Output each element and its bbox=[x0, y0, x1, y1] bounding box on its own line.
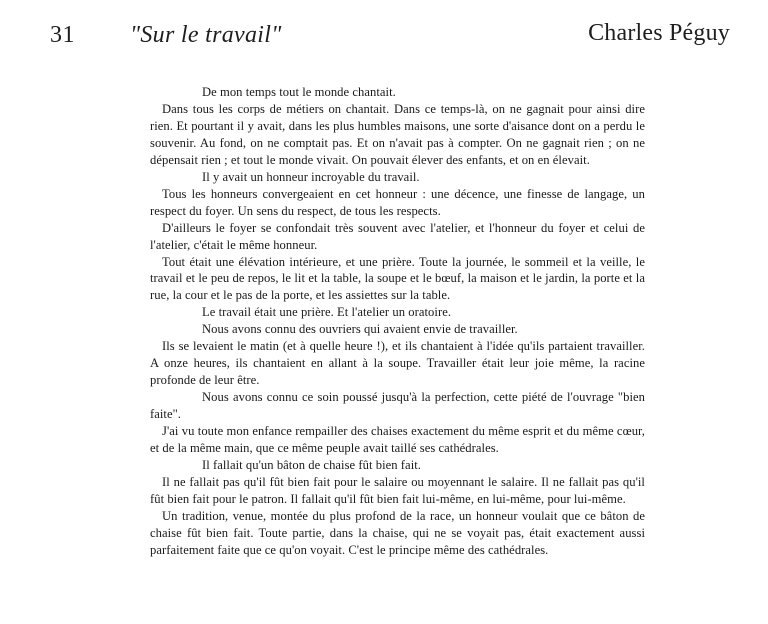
text-body bbox=[150, 84, 645, 559]
paragraph-14: Un tradition, venue, montée du plus profond de la race, un honneur voulait que ce bâton de chaise fût bien fait. Toute partie, dans la chaise, qui ne se voyait pas, était exactement aussi parfaitement faite que ce qu'on voyait. C'est le principe même des cathédrales. bbox=[150, 508, 645, 557]
paragraph-9: Ils se levaient le matin (et à quelle heure !), et ils chantaient à l'idée qu'ils partaient travailler. A onze heures, ils chantaient en allant à la soupe. Travailler était leur joie même, la racine profonde de leur être. bbox=[150, 339, 645, 388]
page-header bbox=[0, 0, 768, 60]
paragraph-12: Il fallait qu'un bâton de chaise fût bien fait. bbox=[202, 457, 421, 472]
paragraph-1: De mon temps tout le monde chantait. bbox=[202, 85, 396, 99]
paragraph-11: J'ai vu toute mon enfance rempailler des chaises exactement du même esprit et du même cœur, et de la même main, que ce même peuple avait taillé ses cathédrales. bbox=[150, 424, 645, 456]
paragraph-8: Nous avons connu des ouvriers qui avaient envie de travailler. bbox=[202, 322, 518, 337]
paragraph-5: D'ailleurs le foyer se confondait très souvent avec l'atelier, et l'honneur du foyer et celui de l'atelier, c'était le même honneur. bbox=[150, 220, 645, 252]
paragraph-13: Il ne fallait pas qu'il fût bien fait pour le salaire ou moyennant le salaire. Il ne fallait pas qu'il fût bien fait pour le patron. Il fallait qu'il fût bien fait lui-même, en lui-même, pour lui-même. bbox=[150, 474, 645, 506]
page-number: 31 bbox=[50, 22, 75, 48]
paragraph-6: Tout était une élévation intérieure, et une prière. Toute la journée, le sommeil et la veille, le travail et le peu de repos, le lit et la table, la soupe et le bœuf, la maison et le jardin, la porte et la rue, la cour et le pas de la porte, et les assiettes sur la table. bbox=[150, 254, 645, 303]
paragraph-3: Il y avait un honneur incroyable du travail. bbox=[202, 169, 420, 184]
paragraph-7: Le travail était une prière. Et l'atelier un oratoire. bbox=[202, 305, 452, 320]
author-name: Charles Péguy bbox=[588, 20, 730, 46]
paragraph-10: Nous avons connu ce soin poussé jusqu'à la perfection, cette piété de l'ouvrage "bien faite". bbox=[150, 390, 645, 422]
paragraph-2: Dans tous les corps de métiers on chantait. Dans ce temps-là, on ne gagnait pour ainsi dire rien. Et pourtant il y avait, dans les plus humbles maisons, une sorte d'aisance dont on a perdu le souvenir. Au fond, on ne comptait pas. Et on n'avait pas à compter. On ne gagnait rien ; on ne dépensait rien ; et tout le monde vivait. On pouvait élever des enfants, et on en élevait. bbox=[150, 101, 645, 167]
document-title: "Sur le travail" bbox=[130, 22, 282, 48]
paragraph-4: Tous les honneurs convergeaient en cet honneur : une décence, une finesse de langage, un respect du foyer. Un sens du respect, de tous les respects. bbox=[150, 186, 645, 218]
